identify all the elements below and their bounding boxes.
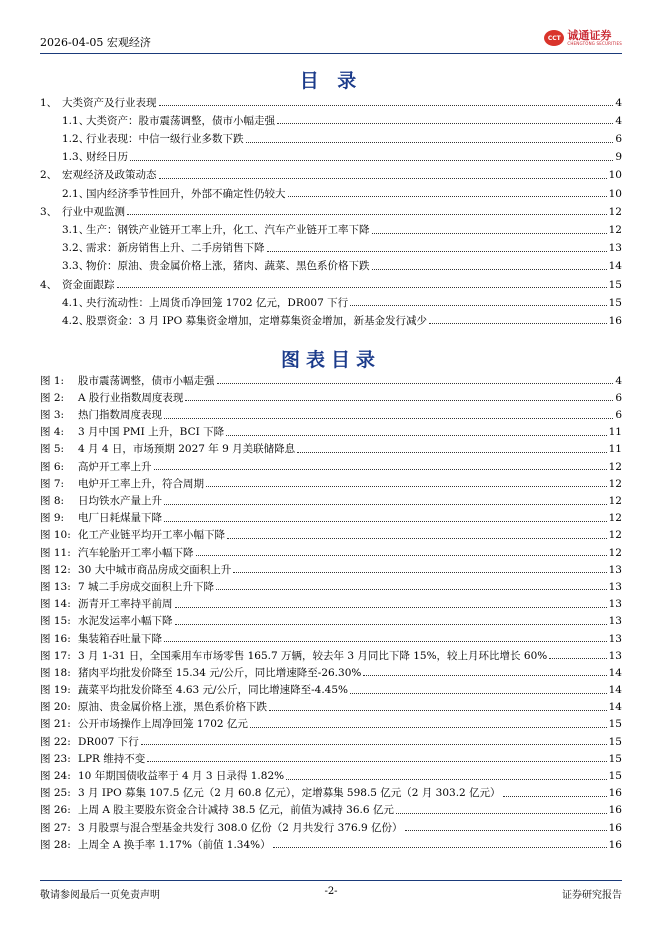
logo-english-name: CHENGTONG SECURITIES <box>567 41 622 46</box>
toc-dot-leader <box>267 251 607 252</box>
toc-entry-label: 财经日历 <box>86 151 128 164</box>
toc-title: 目 录 <box>299 70 363 92</box>
toc-entry-page: 13 <box>608 242 622 255</box>
figure-entry-label: 4 月 4 日，市场预期 2027 年 9 月美联储降息 <box>78 443 296 456</box>
figure-dot-leader <box>175 607 607 608</box>
toc-entry[interactable] <box>40 145 622 163</box>
figure-dot-leader <box>549 658 606 659</box>
figure-entry[interactable] <box>40 403 622 420</box>
figure-entry-number: 图 10: <box>40 529 71 542</box>
figure-dot-leader <box>147 761 606 762</box>
figure-entry-label: 电炉开工率上升，符合周期 <box>78 477 204 490</box>
toc-entry-label: 宏观经济及政策动态 <box>62 169 157 182</box>
toc-entry[interactable] <box>40 236 622 254</box>
figure-entry-label: 沥青开工率持平前周 <box>78 598 173 611</box>
figure-entry-number: 图 9: <box>40 512 65 525</box>
figure-entry-page: 16 <box>608 821 622 834</box>
figure-entry-number: 图 3: <box>40 409 65 422</box>
figure-entry-page: 15 <box>608 718 622 731</box>
toc-entry-page: 4 <box>615 114 622 127</box>
toc-dot-leader <box>372 233 607 234</box>
toc-entry-label: 需求：新房销售上升、二手房销售下降 <box>86 242 265 255</box>
figure-entry-label: 汽车轮胎开工率小幅下降 <box>78 546 194 559</box>
figure-entry-page: 13 <box>608 615 622 628</box>
figure-entry-page: 14 <box>608 701 622 714</box>
figure-entry-label: 3 月中国 PMI 上升，BCI 下降 <box>78 426 225 439</box>
toc-entry-page: 14 <box>608 260 622 273</box>
figure-entry-number: 图 15: <box>40 615 71 628</box>
figure-entry-label: DR007 下行 <box>78 735 139 748</box>
toc-dot-leader <box>130 160 613 161</box>
figure-entry-number: 图 4: <box>40 426 65 439</box>
toc-entry[interactable] <box>40 126 622 144</box>
toc-dot-leader <box>159 105 614 106</box>
header-divider <box>40 53 622 54</box>
figure-entry-page: 15 <box>608 770 622 782</box>
toc-entry[interactable] <box>40 254 622 272</box>
toc-dot-leader <box>350 305 607 306</box>
figures-title: 图表目录 <box>280 349 381 371</box>
toc-entry[interactable] <box>40 308 622 326</box>
figure-dot-leader <box>164 504 607 505</box>
figure-entry-label: 上周 A 股主要股东资金合计减持 38.5 亿元，前值为减持 36.6 亿元 <box>78 804 394 817</box>
figure-entry-number: 图 2: <box>40 391 65 404</box>
figure-entry[interactable] <box>40 782 622 799</box>
figure-dot-leader <box>164 641 607 642</box>
figure-entry-page: 15 <box>608 752 622 765</box>
figure-entry[interactable] <box>40 489 622 506</box>
figure-entry-number: 图 13: <box>40 580 71 593</box>
figure-entry-label: 7 城二手房成交面积上升下降 <box>78 580 215 593</box>
toc-entry-label: 资金面跟踪 <box>62 278 115 291</box>
figure-entry-number: 图 20: <box>40 701 71 714</box>
logo-badge-icon: CCT <box>544 30 564 46</box>
figure-entry[interactable] <box>40 678 622 695</box>
figure-entry[interactable] <box>40 696 622 713</box>
figure-entry[interactable] <box>40 438 622 455</box>
figure-dot-leader <box>286 779 607 780</box>
toc-entry-page: 10 <box>608 187 622 200</box>
figure-dot-leader <box>233 572 606 573</box>
figure-entry-number: 图 21: <box>40 718 71 731</box>
figure-entry-number: 图 7: <box>40 477 65 490</box>
figure-entry-number: 图 23: <box>40 752 71 765</box>
toc-entry-page: 4 <box>615 96 622 109</box>
figure-dot-leader <box>503 796 607 797</box>
figure-entry-label: 10 年期国债收益率于 4 月 3 日录得 1.82% <box>78 770 285 782</box>
footer-report-type: 证券研究报告 <box>562 890 622 901</box>
figure-entry-page: 13 <box>608 598 622 611</box>
figure-entry-number: 图 16: <box>40 632 71 645</box>
toc-dot-leader <box>117 287 607 288</box>
figure-entry-label: 30 大中城市商品房成交面积上升 <box>78 563 232 576</box>
toc-entry-page: 6 <box>615 133 622 146</box>
toc-entry-number: 1.3、 <box>62 151 90 164</box>
figure-entry-page: 16 <box>608 787 622 800</box>
figure-entry-page: 12 <box>608 477 622 490</box>
figure-dot-leader <box>396 813 607 814</box>
toc-entry-number: 1.1、 <box>62 114 90 127</box>
toc-entry-page: 16 <box>608 314 622 327</box>
toc-entry-page: 12 <box>608 224 622 236</box>
figure-dot-leader <box>226 435 607 436</box>
figure-dot-leader <box>141 744 607 745</box>
figure-entry[interactable] <box>40 610 622 627</box>
figure-entry-page: 13 <box>608 580 622 593</box>
figure-entry-label: LPR 维持不变 <box>78 752 146 765</box>
figure-entry-label: 原油、贵金属价格上涨，黑色系价格下跌 <box>78 701 267 714</box>
company-logo <box>544 26 622 50</box>
figure-entry[interactable] <box>40 541 622 558</box>
figure-entry-page: 4 <box>615 374 622 387</box>
figure-entry-label: 高炉开工率上升 <box>78 460 152 473</box>
toc-entry[interactable] <box>40 108 622 126</box>
toc-entry-number: 2.1、 <box>62 187 90 200</box>
figure-dot-leader <box>196 555 607 556</box>
figure-entry[interactable] <box>40 627 622 644</box>
toc-entry-label: 行业中观监测 <box>62 205 125 218</box>
figure-entry-page: 12 <box>608 546 622 559</box>
figure-entry-label: 电厂日耗煤量下降 <box>78 512 162 525</box>
figure-entry-label: 股市震荡调整，债市小幅走强 <box>78 374 215 387</box>
figure-entry-label: 水泥发运率小幅下降 <box>78 615 173 628</box>
figure-entry-number: 图 6: <box>40 460 65 473</box>
figure-entry[interactable] <box>40 644 622 661</box>
figure-entry-page: 12 <box>608 460 622 473</box>
figure-entry-page: 6 <box>615 409 622 422</box>
figure-dot-leader <box>206 486 607 487</box>
figure-entry-label: 化工产业链平均开工率小幅下降 <box>78 529 225 542</box>
figure-entry-label: 上周全 A 换手率 1.17%（前值 1.34%） <box>78 838 271 851</box>
toc-entry-label: 大类资产及行业表现 <box>62 96 157 109</box>
figure-dot-leader <box>297 452 606 453</box>
figure-entry[interactable] <box>40 764 622 781</box>
toc-entry[interactable] <box>40 181 622 199</box>
toc-entry[interactable] <box>40 199 622 217</box>
figure-entry[interactable] <box>40 799 622 816</box>
header-date-section: 2026-04-05 宏观经济 <box>40 36 151 49</box>
figure-entry-page: 13 <box>608 632 622 645</box>
toc-entry-label: 行业表现：中信一级行业多数下跌 <box>86 133 244 146</box>
figure-dot-leader <box>250 727 607 728</box>
figure-entry-number: 图 27: <box>40 821 71 834</box>
toc-entry-number: 4.1、 <box>62 296 90 309</box>
figure-entry-number: 图 19: <box>40 684 71 697</box>
figure-entry-label: 3 月股票与混合型基金共发行 308.0 亿份（2 月共发行 376.9 亿份） <box>78 821 403 834</box>
figure-entry-page: 13 <box>608 649 622 662</box>
figure-entry-label: 猪肉平均批发价降至 15.34 元/公斤，同比增速降至-26.30% <box>78 666 362 679</box>
toc-entry-label: 国内经济季节性回升，外部不确定性仍较大 <box>86 187 286 200</box>
figure-entry-number: 图 5: <box>40 443 65 456</box>
figure-entry[interactable] <box>40 661 622 678</box>
figure-entry[interactable] <box>40 833 622 850</box>
toc-entry-number: 3、 <box>40 205 58 218</box>
page-header <box>40 30 622 54</box>
figure-entry[interactable] <box>40 386 622 403</box>
figure-dot-leader <box>154 469 607 470</box>
figure-entry-number: 图 1: <box>40 374 65 387</box>
figure-entry-page: 12 <box>608 529 622 542</box>
figure-entry[interactable] <box>40 507 622 524</box>
figure-entry[interactable] <box>40 558 622 575</box>
figure-entry-page: 12 <box>608 495 622 507</box>
figure-entry-number: 图 18: <box>40 666 71 679</box>
footer-page-number: -2- <box>324 886 338 897</box>
toc-entry-number: 4.2、 <box>62 314 90 327</box>
toc-entry[interactable] <box>40 163 622 181</box>
figure-dot-leader <box>185 400 613 401</box>
toc-entry-number: 3.3、 <box>62 260 90 273</box>
toc-entry[interactable] <box>40 217 622 235</box>
figure-entry-label: 3 月 1-31 日，全国乘用车市场零售 165.7 万辆，较去年 3 月同比下降 15%，较上月环比增长 60% <box>78 649 548 662</box>
toc-entry-number: 3.1、 <box>62 224 90 236</box>
toc-dot-leader <box>288 196 607 197</box>
figure-entry-label: 3 月 IPO 募集 107.5 亿元（2 月 60.8 亿元），定增募集 598.5 亿元（2 月 303.2 亿元） <box>78 787 501 800</box>
figure-entry[interactable] <box>40 730 622 747</box>
toc-entry-number: 3.2、 <box>62 242 90 255</box>
toc-entry-number: 2、 <box>40 169 58 182</box>
figure-dot-leader <box>350 693 607 694</box>
figure-dot-leader <box>227 538 607 539</box>
figure-entry[interactable] <box>40 524 622 541</box>
figure-entry[interactable] <box>40 421 622 438</box>
figure-entry-page: 16 <box>608 804 622 817</box>
figure-entry-page: 14 <box>608 684 622 697</box>
figure-entry[interactable] <box>40 592 622 609</box>
figure-dot-leader <box>273 847 607 848</box>
figure-entry-label: 热门指数周度表现 <box>78 409 162 422</box>
figure-entry-number: 图 26: <box>40 804 71 817</box>
figure-entry-label: 集装箱吞吐量下降 <box>78 632 162 645</box>
figure-dot-leader <box>216 589 607 590</box>
figure-entry-number: 图 11: <box>40 546 71 559</box>
page-footer <box>40 880 622 901</box>
toc-list <box>40 90 622 326</box>
toc-entry-label: 大类资产：股市震荡调整，债市小幅走强 <box>86 114 275 127</box>
toc-entry[interactable] <box>40 290 622 308</box>
figure-list <box>40 369 622 850</box>
toc-dot-leader <box>127 214 607 215</box>
figure-entry-label: 蔬菜平均批发价降至 4.63 元/公斤，同比增速降至-4.45% <box>78 684 348 697</box>
figure-entry[interactable] <box>40 369 622 386</box>
figure-entry-page: 13 <box>608 563 622 576</box>
figure-dot-leader <box>164 521 607 522</box>
figure-entry-label: 日均铁水产量上升 <box>78 495 162 507</box>
figure-dot-leader <box>217 383 614 384</box>
figure-entry-page: 14 <box>608 666 622 679</box>
figure-entry[interactable] <box>40 472 622 489</box>
figure-dot-leader <box>269 710 607 711</box>
figure-entry[interactable] <box>40 575 622 592</box>
toc-entry-number: 1.2、 <box>62 133 90 146</box>
toc-entry-number: 1、 <box>40 96 58 109</box>
figure-entry-label: A 股行业指数周度表现 <box>78 391 184 404</box>
toc-entry[interactable] <box>40 272 622 290</box>
figure-entry[interactable] <box>40 455 622 472</box>
toc-entry-label: 央行流动性：上周货币净回笼 1702 亿元，DR007 下行 <box>86 296 349 309</box>
figure-entry-number: 图 12: <box>40 563 71 576</box>
toc-dot-leader <box>159 178 607 179</box>
figure-entry[interactable] <box>40 747 622 764</box>
toc-dot-leader <box>246 142 614 143</box>
figure-entry-number: 图 22: <box>40 735 71 748</box>
figure-entry-number: 图 28: <box>40 838 71 851</box>
figure-dot-leader <box>164 418 613 419</box>
figure-entry-page: 16 <box>608 838 622 851</box>
logo-chinese-name: 诚通证券 <box>567 29 612 42</box>
figure-entry-number: 图 24: <box>40 770 71 782</box>
toc-dot-leader <box>372 269 607 270</box>
figure-entry-number: 图 25: <box>40 787 71 800</box>
figure-entry-page: 12 <box>608 512 622 525</box>
figure-dot-leader <box>175 624 607 625</box>
figure-entry-number: 图 8: <box>40 495 65 507</box>
toc-entry-label: 物价：原油、贵金属价格上涨，猪肉、蔬菜、黑色系价格下跌 <box>86 260 370 273</box>
toc-entry-page: 12 <box>608 205 622 218</box>
toc-entry-page: 15 <box>608 278 622 291</box>
figure-entry-number: 图 14: <box>40 598 71 611</box>
figure-entry-page: 11 <box>608 443 622 456</box>
figure-entry-number: 图 17: <box>40 649 71 662</box>
toc-entry-page: 10 <box>608 169 622 182</box>
footer-disclaimer: 敬请参阅最后一页免责声明 <box>40 890 160 901</box>
toc-entry-label: 股票资金：3 月 IPO 募集资金增加，定增募集资金增加，新基金发行减少 <box>86 314 428 327</box>
toc-dot-leader <box>429 323 607 324</box>
toc-entry-label: 生产：钢铁产业链开工率上升，化工、汽车产业链开工率下降 <box>86 224 370 236</box>
figure-dot-leader <box>405 830 607 831</box>
figure-dot-leader <box>363 675 606 676</box>
figure-entry[interactable] <box>40 816 622 833</box>
toc-entry-page: 9 <box>615 151 622 164</box>
toc-dot-leader <box>277 123 613 124</box>
toc-entry-number: 4、 <box>40 278 58 291</box>
figure-entry[interactable] <box>40 713 622 730</box>
figure-entry-page: 11 <box>608 426 622 439</box>
toc-entry-page: 15 <box>608 296 622 309</box>
figure-entry-page: 15 <box>608 735 622 748</box>
figure-entry-page: 6 <box>615 391 622 404</box>
toc-entry[interactable] <box>40 90 622 108</box>
figure-entry-label: 公开市场操作上周净回笼 1702 亿元 <box>78 718 248 731</box>
